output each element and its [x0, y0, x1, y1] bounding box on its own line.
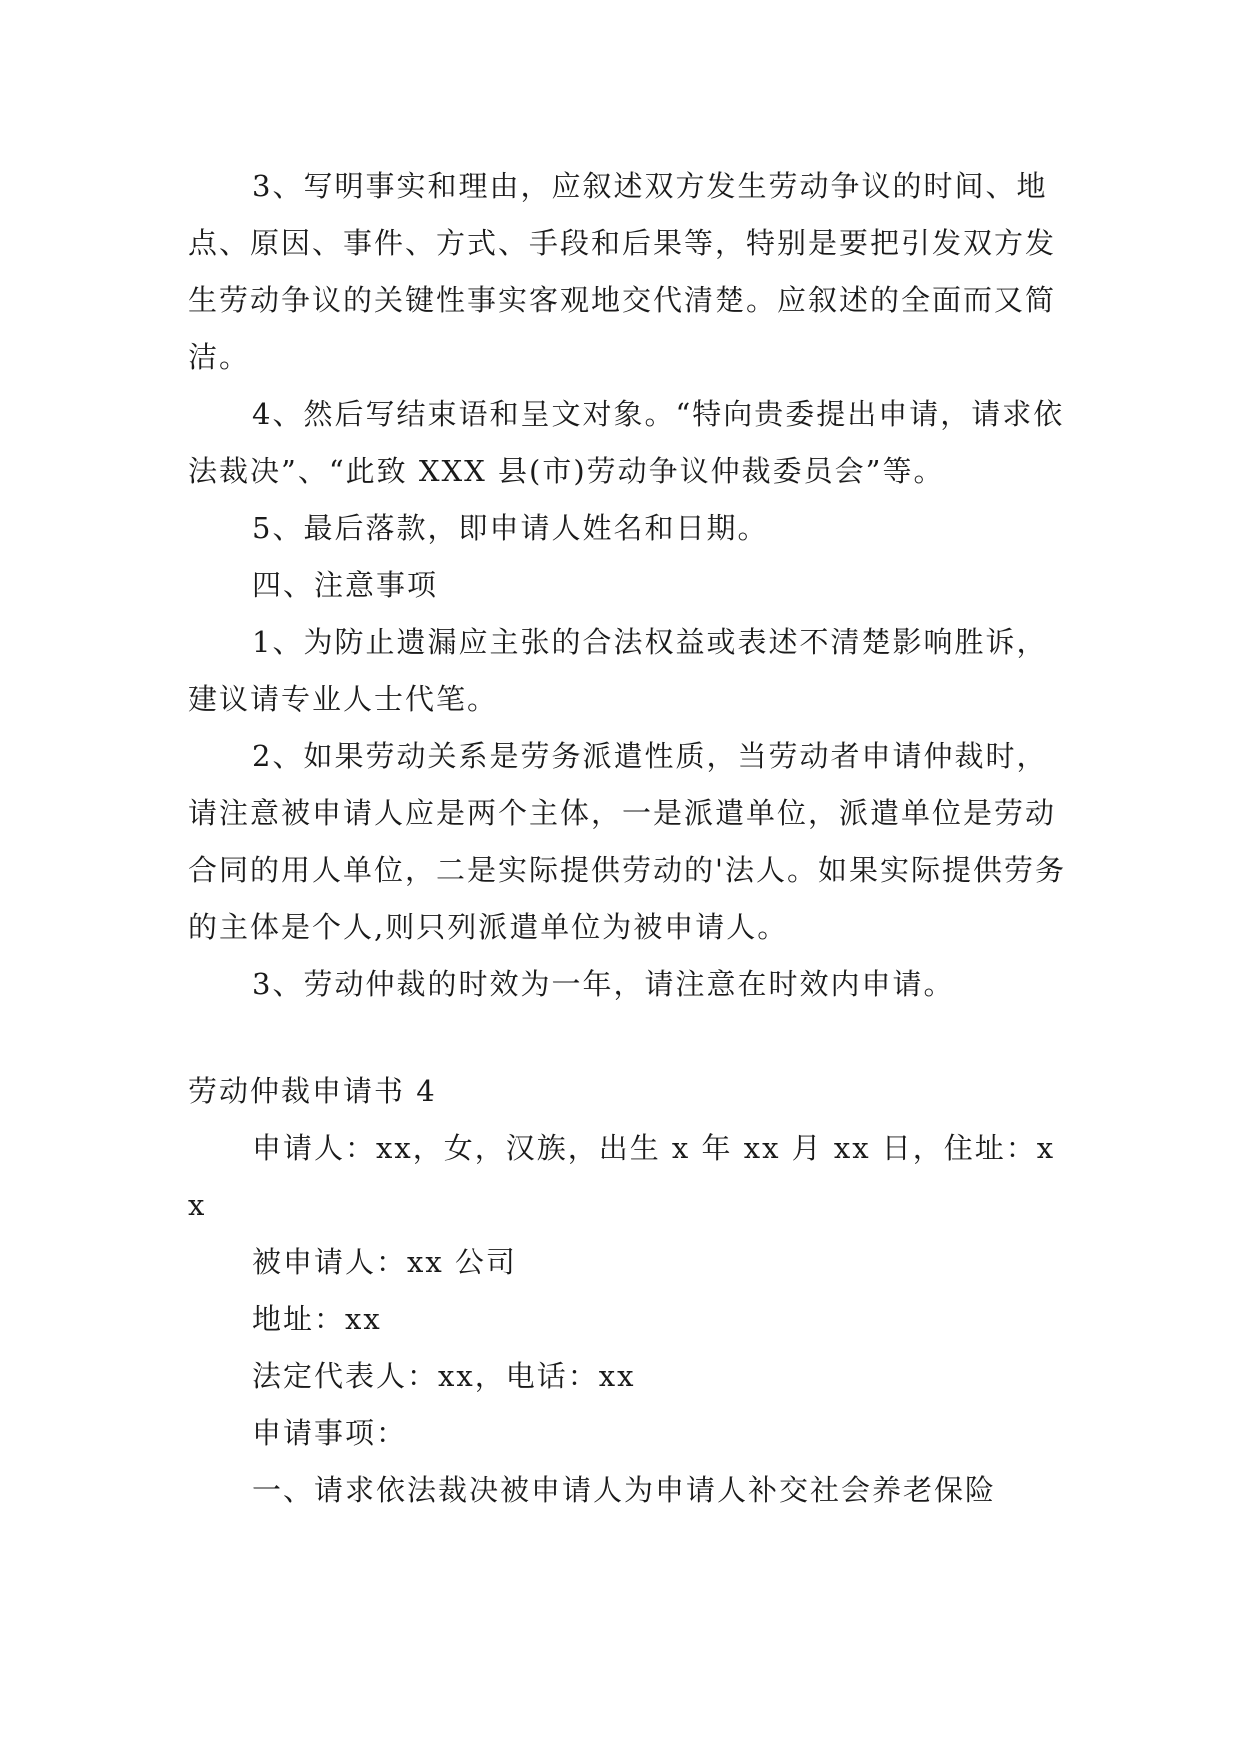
paragraph-claims-heading: 申请事项： [252, 1416, 408, 1450]
paragraph-facts-reasons: 3、写明事实和理由，应叙述双方发生劳动争议的时间、地点、原因、事件、方式、手段和后果等，特别是要把引发双方发生劳动争议的关键性事实客观地交代清楚。应叙述的全面而又简洁。 [188, 169, 1057, 374]
document-title: 劳动仲裁申请书 4 [188, 1074, 437, 1108]
paragraph-claim-1: 一、请求依法裁决被申请人为申请人补交社会养老保险 [252, 1473, 997, 1507]
document-body [188, 158, 1068, 1519]
paragraph-address: 地址：xx [252, 1302, 382, 1336]
spacer [188, 1013, 1068, 1063]
paragraph-note-3: 3、劳动仲裁的时效为一年，请注意在时效内申请。 [252, 967, 955, 1001]
paragraph-respondent: 被申请人：xx 公司 [252, 1245, 517, 1279]
paragraph-closing-remarks: 4、然后写结束语和呈文对象。“特向贵委提出申请，请求依法裁决”、“此致 XXX 县(市)劳动争议仲裁委员会”等。 [188, 397, 1065, 488]
paragraph-note-1: 1、为防止遗漏应主张的合法权益或表述不清楚影响胜诉，建议请专业人士代笔。 [188, 625, 1048, 716]
paragraph-note-2: 2、如果劳动关系是劳务派遣性质，当劳动者申请仲裁时，请注意被申请人应是两个主体，一是派遣单位，派遣单位是劳动合同的用人单位，二是实际提供劳动的'法人。如果实际提供劳务的主体是个人,则只列派遣单位为被申请人。 [188, 739, 1066, 944]
paragraph-legal-rep: 法定代表人：xx，电话：xx [252, 1359, 636, 1393]
paragraph-applicant: 申请人：xx，女，汉族，出生 x 年 xx 月 xx 日，住址：xx [188, 1131, 1056, 1222]
paragraph-signature: 5、最后落款，即申请人姓名和日期。 [252, 511, 769, 545]
section-heading-notes: 四、注意事项 [252, 568, 439, 602]
